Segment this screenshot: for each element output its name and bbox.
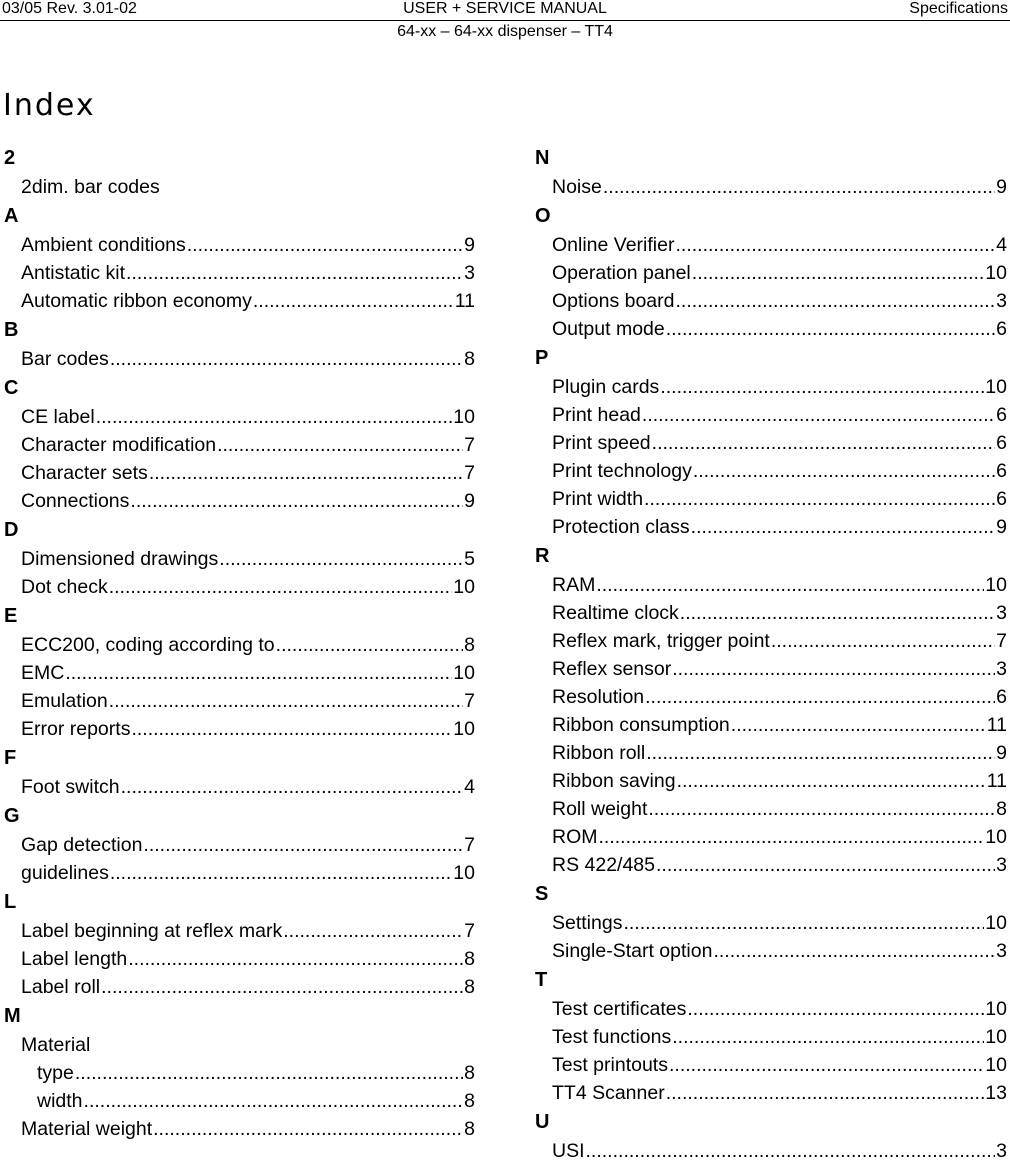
- index-entry-page: 7: [464, 920, 475, 942]
- index-entry-page: 3: [996, 940, 1007, 962]
- index-entry: [4, 973, 475, 1001]
- index-entry-term: Ribbon consumption: [552, 714, 730, 736]
- dot-leader: [586, 1137, 996, 1165]
- index-entry-page: 13: [985, 1082, 1007, 1104]
- header-subtitle: 64-xx – 64-xx dispenser – TT4: [397, 23, 613, 40]
- index-entry-term: Print width: [552, 488, 644, 510]
- index-entry-page: 8: [464, 1062, 475, 1084]
- dot-leader: [692, 259, 985, 287]
- dot-leader: [669, 1051, 984, 1079]
- index-entry-page: 6: [996, 686, 1007, 708]
- index-entry-page: 7: [464, 462, 475, 484]
- index-entry: [535, 513, 1007, 541]
- index-entry-term: Options board: [552, 290, 675, 312]
- index-entry: [535, 429, 1007, 457]
- index-entry-term: 2dim. bar codes: [21, 176, 160, 198]
- dot-leader: [253, 287, 454, 315]
- index-entry: [4, 1087, 475, 1115]
- index-entry: [4, 631, 475, 659]
- index-entry-term: Emulation: [21, 690, 108, 712]
- index-entry-term: Foot switch: [21, 776, 120, 798]
- index-entry: [535, 173, 1007, 201]
- index-entry-page: 11: [454, 290, 475, 312]
- index-entry-page: 7: [464, 690, 475, 712]
- index-entry: [4, 403, 475, 431]
- index-entry-page: 8: [996, 798, 1007, 820]
- index-entry: [535, 909, 1007, 937]
- index-entry: [535, 485, 1007, 513]
- index-entry-page: 9: [996, 742, 1007, 764]
- dot-leader: [131, 715, 452, 743]
- index-entry-page: 9: [464, 490, 475, 512]
- index-entry-term: Online Verifier: [552, 234, 675, 256]
- index-entry-term: Resolution: [552, 686, 645, 708]
- index-letter-heading: E: [4, 605, 18, 627]
- index-entry-term: Character sets: [21, 462, 148, 484]
- index-entry-page: 10: [985, 262, 1007, 284]
- index-entry: [4, 287, 475, 315]
- index-entry-page: 10: [453, 576, 475, 598]
- dot-leader: [599, 823, 985, 851]
- index-entry: [4, 173, 475, 201]
- dot-leader: [283, 917, 463, 945]
- index-entry-term: Settings: [552, 912, 623, 934]
- index-entry: [535, 683, 1007, 711]
- index-entry: [535, 315, 1007, 343]
- dot-leader: [676, 287, 996, 315]
- dot-leader: [217, 431, 463, 459]
- index-entry-term: Realtime clock: [552, 602, 679, 624]
- index-entry-term: Single-Start option: [552, 940, 713, 962]
- dot-leader: [110, 859, 452, 887]
- index-entry-term: Ribbon saving: [552, 770, 676, 792]
- index-entry: [4, 659, 475, 687]
- index-entry-term: Test functions: [552, 1026, 672, 1048]
- dot-leader: [187, 231, 463, 259]
- index-entry-page: 3: [996, 854, 1007, 876]
- dot-leader: [677, 767, 986, 795]
- index-entry-page: 6: [996, 460, 1007, 482]
- index-entry: [535, 627, 1007, 655]
- dot-leader: [666, 1079, 985, 1107]
- index-entry-term: TT4 Scanner: [552, 1082, 665, 1104]
- index-entry-page: 7: [464, 434, 475, 456]
- index-entry: [4, 459, 475, 487]
- index-entry-term: Reflex mark, trigger point: [552, 630, 770, 652]
- dot-leader: [143, 831, 463, 859]
- index-entry-term: Output mode: [552, 318, 665, 340]
- dot-leader: [128, 945, 463, 973]
- index-entry: [4, 945, 475, 973]
- index-entry: [4, 545, 475, 573]
- index-entry: [4, 231, 475, 259]
- index-entry: [535, 937, 1007, 965]
- index-entry-term: width: [37, 1090, 83, 1112]
- dot-leader: [644, 485, 995, 513]
- index-entry-term: Material weight: [21, 1118, 153, 1140]
- index-entry-page: 10: [985, 376, 1007, 398]
- index-entry-term: Test printouts: [552, 1054, 668, 1076]
- index-entry-page: 7: [464, 834, 475, 856]
- index-entry-term: Print head: [552, 404, 641, 426]
- index-entry: [535, 823, 1007, 851]
- dot-leader: [121, 773, 464, 801]
- index-entry: [4, 259, 475, 287]
- index-entry-term: Reflex sensor: [552, 658, 672, 680]
- index-entry: [4, 831, 475, 859]
- index-entry: [4, 687, 475, 715]
- dot-leader: [646, 739, 995, 767]
- index-entry-term: Bar codes: [21, 348, 109, 370]
- index-entry: [535, 259, 1007, 287]
- dot-leader: [153, 1115, 463, 1143]
- page-header: [0, 0, 1010, 21]
- dot-leader: [672, 655, 995, 683]
- index-entry-page: 3: [464, 262, 475, 284]
- index-entry-term: Label roll: [21, 976, 101, 998]
- index-entry-term: Plugin cards: [552, 376, 660, 398]
- index-letter-heading: U: [535, 1111, 550, 1133]
- index-letter-heading: N: [535, 147, 550, 169]
- index-letter-heading: C: [4, 377, 19, 399]
- index-entry-page: 8: [464, 1118, 475, 1140]
- index-entry-page: 6: [996, 432, 1007, 454]
- index-entry: [535, 599, 1007, 627]
- dot-leader: [276, 631, 463, 659]
- page-title: Index: [3, 88, 96, 123]
- index-entry: [4, 487, 475, 515]
- dot-leader: [109, 687, 463, 715]
- dot-leader: [126, 259, 463, 287]
- index-entry-page: 10: [453, 406, 475, 428]
- index-entry: [535, 655, 1007, 683]
- index-entry: [4, 715, 475, 743]
- index-entry: [535, 1137, 1007, 1165]
- index-entry: [535, 711, 1007, 739]
- index-entry: [535, 373, 1007, 401]
- index-entry-page: 8: [464, 634, 475, 656]
- index-entry-term: Antistatic kit: [21, 262, 126, 284]
- index-entry: [4, 1031, 475, 1059]
- index-entry-page: 10: [985, 998, 1007, 1020]
- index-entry: [4, 1059, 475, 1087]
- index-letter-heading: P: [535, 347, 549, 369]
- index-entry: [535, 795, 1007, 823]
- index-entry-term: Protection class: [552, 516, 690, 538]
- index-entry-term: Label beginning at reflex mark: [21, 920, 283, 942]
- index-entry: [4, 573, 475, 601]
- index-entry-page: 9: [996, 516, 1007, 538]
- index-entry: [535, 287, 1007, 315]
- index-entry-page: 3: [996, 602, 1007, 624]
- index-entry-page: 9: [464, 234, 475, 256]
- index-entry: [535, 1079, 1007, 1107]
- index-entry-page: 8: [464, 348, 475, 370]
- index-entry-page: 4: [464, 776, 475, 798]
- index-letter-heading: G: [4, 805, 20, 827]
- index-entry: [535, 457, 1007, 485]
- index-entry-term: RAM: [552, 574, 596, 596]
- index-entry: [535, 767, 1007, 795]
- dot-leader: [596, 571, 984, 599]
- index-letter-heading: F: [4, 747, 17, 769]
- dot-leader: [109, 573, 453, 601]
- dot-leader: [693, 457, 995, 485]
- index-entry-term: Ribbon roll: [552, 742, 646, 764]
- dot-leader: [672, 1023, 984, 1051]
- index-entry-term: Ambient conditions: [21, 234, 186, 256]
- index-entry-term: RS 422/485: [552, 854, 655, 876]
- index-entry: [535, 851, 1007, 879]
- index-entry: [4, 1115, 475, 1143]
- index-entry: [535, 1023, 1007, 1051]
- index-entry-term: Gap detection: [21, 834, 143, 856]
- dot-leader: [65, 659, 452, 687]
- index-entry-page: 6: [996, 318, 1007, 340]
- dot-leader: [731, 711, 986, 739]
- dot-leader: [713, 937, 995, 965]
- index-entry-page: 8: [464, 1090, 475, 1112]
- index-entry-term: EMC: [21, 662, 65, 684]
- dot-leader: [603, 173, 995, 201]
- index-entry-term: Test certificates: [552, 998, 687, 1020]
- dot-leader: [623, 909, 984, 937]
- index-entry-term: CE label: [21, 406, 95, 428]
- index-entry: [535, 1051, 1007, 1079]
- index-entry-term: Dimensioned drawings: [21, 548, 219, 570]
- index-entry-term: guidelines: [21, 862, 109, 884]
- dot-leader: [648, 795, 995, 823]
- index-entry-term: Material: [21, 1034, 91, 1056]
- index-letter-heading: M: [4, 1005, 21, 1027]
- dot-leader: [149, 459, 463, 487]
- index-letter-heading: S: [535, 883, 549, 905]
- dot-leader: [771, 627, 995, 655]
- index-entry-page: 10: [453, 862, 475, 884]
- index-entry: [4, 345, 475, 373]
- index-column-right: [535, 143, 1007, 1165]
- index-entry-term: Dot check: [21, 576, 108, 598]
- index-entry-term: Print technology: [552, 460, 692, 482]
- dot-leader: [666, 315, 995, 343]
- dot-leader: [110, 345, 463, 373]
- index-entry-term: USI: [552, 1140, 585, 1162]
- index-entry-term: Error reports: [21, 718, 131, 740]
- index-entry-page: 3: [996, 1140, 1007, 1162]
- index-letter-heading: D: [4, 519, 19, 541]
- index-entry-page: 9: [996, 176, 1007, 198]
- index-entry-page: 6: [996, 404, 1007, 426]
- dot-leader: [656, 851, 995, 879]
- index-entry-term: Automatic ribbon economy: [21, 290, 252, 312]
- index-entry-page: 10: [985, 912, 1007, 934]
- index-entry-term: ROM: [552, 826, 598, 848]
- dot-leader: [219, 545, 463, 573]
- index-letter-heading: 2: [4, 147, 16, 169]
- index-entry-page: 10: [985, 1026, 1007, 1048]
- index-entry-page: 10: [985, 574, 1007, 596]
- dot-leader: [130, 487, 463, 515]
- index-column-left: [4, 143, 475, 1143]
- dot-leader: [75, 1059, 463, 1087]
- index-letter-heading: O: [535, 205, 551, 227]
- header-revision: 03/05 Rev. 3.01-02: [2, 0, 137, 17]
- index-entry-term: Connections: [21, 490, 130, 512]
- dot-leader: [660, 373, 984, 401]
- index-entry-page: 3: [996, 290, 1007, 312]
- index-entry-page: 10: [453, 718, 475, 740]
- index-letter-heading: B: [4, 319, 19, 341]
- index-entry-page: 7: [996, 630, 1007, 652]
- dot-leader: [642, 401, 995, 429]
- dot-leader: [645, 683, 995, 711]
- index-entry-page: 5: [464, 548, 475, 570]
- index-entry: [535, 571, 1007, 599]
- index-entry-term: Character modification: [21, 434, 217, 456]
- index-entry: [4, 917, 475, 945]
- dot-leader: [680, 599, 995, 627]
- index-entry-term: ECC200, coding according to: [21, 634, 275, 656]
- index-entry-term: type: [37, 1062, 74, 1084]
- index-entry-page: 10: [985, 1054, 1007, 1076]
- dot-leader: [687, 995, 984, 1023]
- index-entry-page: 3: [996, 658, 1007, 680]
- index-entry-page: 4: [996, 234, 1007, 256]
- dot-leader: [84, 1087, 464, 1115]
- dot-leader: [96, 403, 453, 431]
- index-entry-term: Noise: [552, 176, 602, 198]
- index-entry-term: Print speed: [552, 432, 651, 454]
- index-entry-page: 6: [996, 488, 1007, 510]
- index-entry-page: 8: [464, 976, 475, 998]
- index-entry-page: 11: [986, 770, 1007, 792]
- index-entry-page: 10: [985, 826, 1007, 848]
- index-entry-term: Label length: [21, 948, 128, 970]
- index-entry-term: Operation panel: [552, 262, 691, 284]
- index-entry-page: 10: [453, 662, 475, 684]
- index-entry: [4, 431, 475, 459]
- dot-leader: [652, 429, 995, 457]
- dot-leader: [675, 231, 995, 259]
- index-entry: [535, 401, 1007, 429]
- index-entry: [4, 859, 475, 887]
- index-entry: [4, 773, 475, 801]
- header-section: Specifications: [909, 0, 1008, 17]
- index-entry-page: 11: [986, 714, 1007, 736]
- index-entry-page: 8: [464, 948, 475, 970]
- dot-leader: [101, 973, 463, 1001]
- index-entry: [535, 231, 1007, 259]
- index-letter-heading: T: [535, 969, 548, 991]
- index-entry: [535, 739, 1007, 767]
- index-letter-heading: R: [535, 545, 550, 567]
- header-manual-title: USER + SERVICE MANUAL: [403, 0, 607, 17]
- index-entry-term: Roll weight: [552, 798, 648, 820]
- index-entry: [535, 995, 1007, 1023]
- dot-leader: [691, 513, 995, 541]
- index-letter-heading: A: [4, 205, 19, 227]
- index-letter-heading: L: [4, 891, 17, 913]
